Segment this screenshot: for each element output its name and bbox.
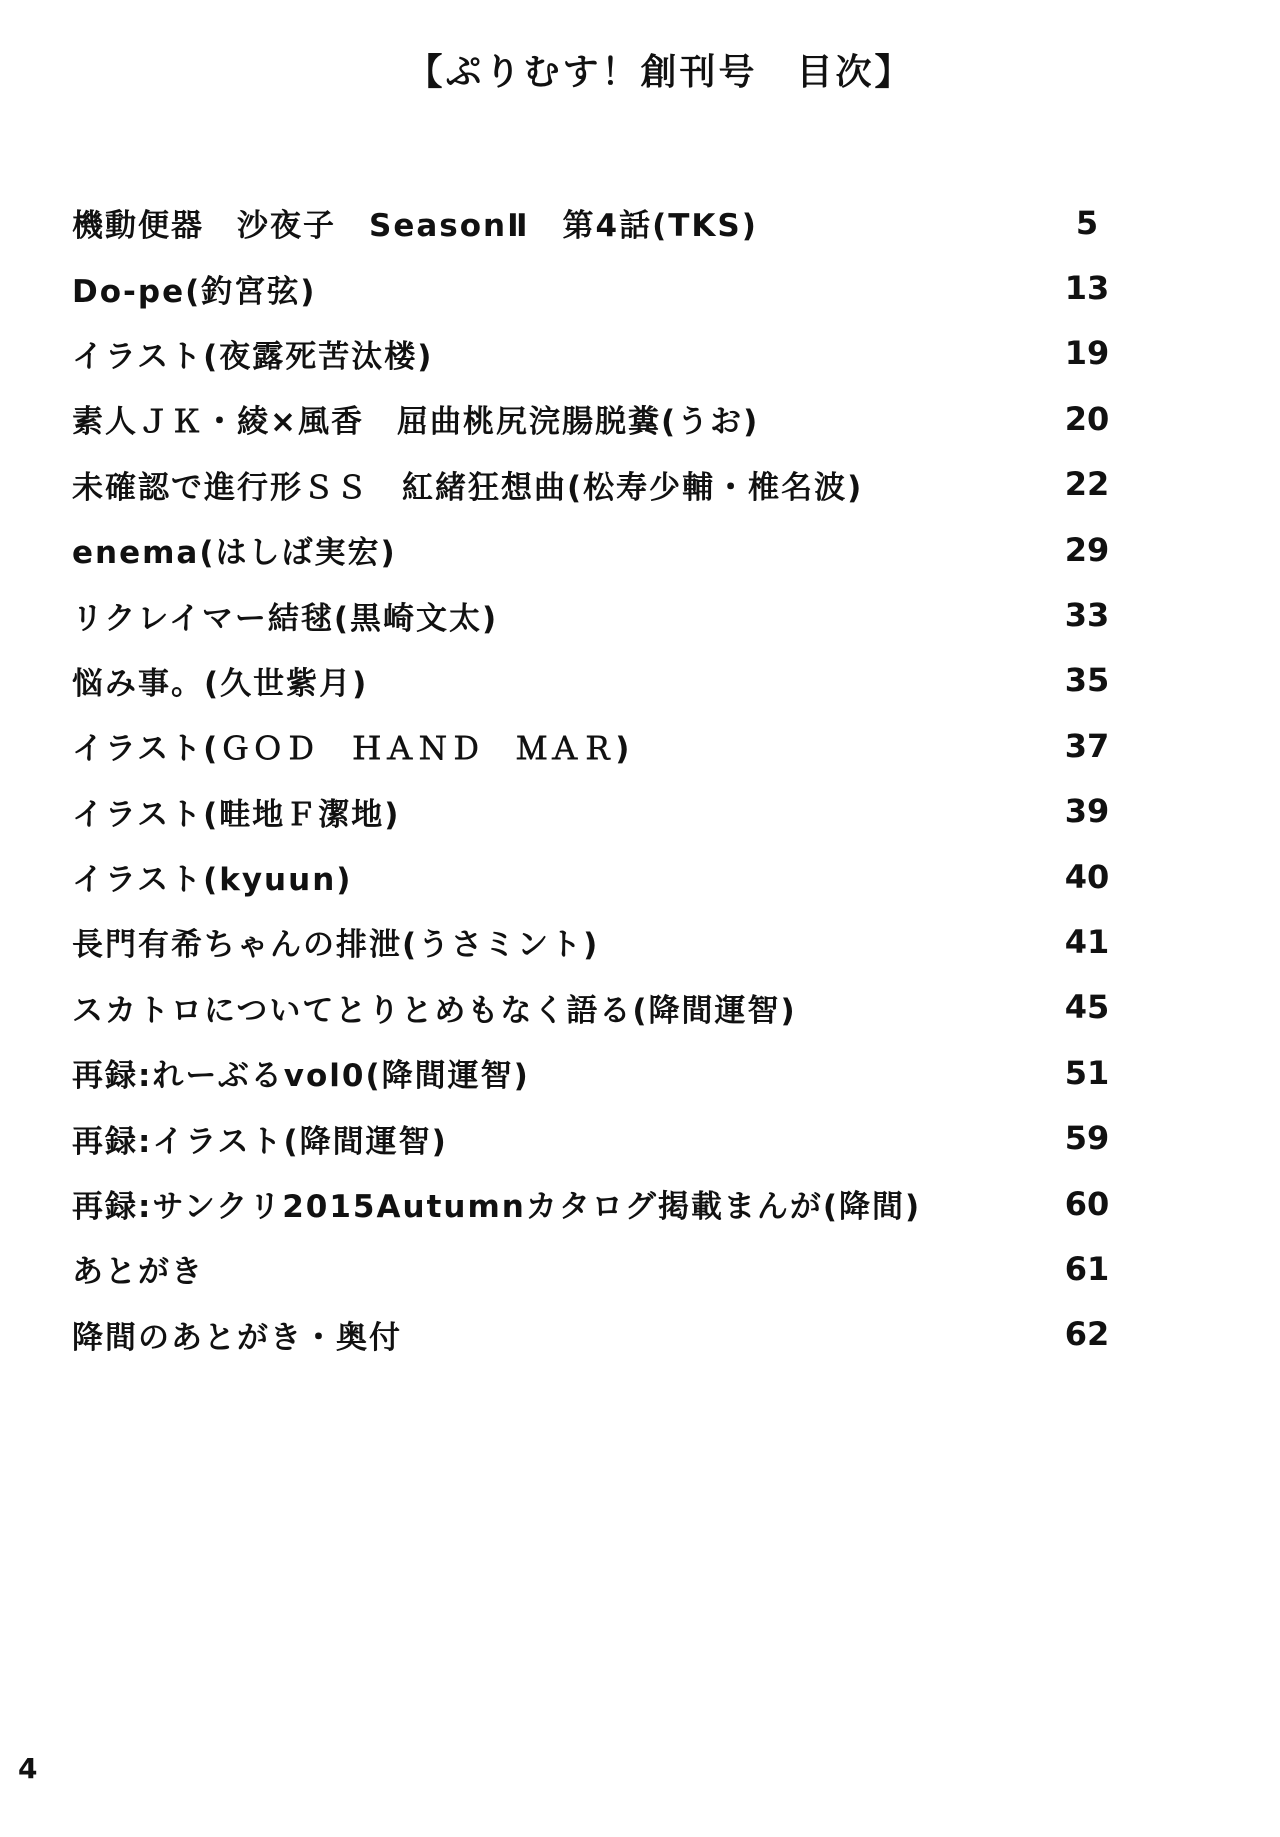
toc-entry-label: あとがき: [72, 1254, 204, 1291]
toc-entry-page: 45: [1064, 988, 1110, 1027]
toc-title: 【ぷりむす！創刊号 目次】: [406, 52, 914, 93]
toc-entry-page: 35: [1064, 661, 1110, 700]
toc-entry: [72, 1236, 1122, 1301]
toc-entry-page: 40: [1064, 857, 1110, 896]
toc-entry-label: 再録:イラスト(降間運智): [72, 1123, 448, 1160]
toc-entry-label: 降間のあとがき・奥付: [72, 1319, 402, 1356]
toc-entry-label: 長門有希ちゃんの排泄(うさミント): [72, 927, 600, 964]
toc-entry: [72, 321, 1122, 386]
toc-entry-label: Do-pe(釣宮弦): [72, 273, 317, 310]
toc-entry-label: イラスト(夜露死苦汰楼): [72, 338, 434, 375]
toc-entry: [72, 1302, 1122, 1367]
toc-entry: [72, 190, 1122, 255]
toc-entry-label: 悩み事。(久世紫月): [72, 665, 369, 702]
toc-entry: [72, 582, 1122, 647]
toc-entry-label: 再録:サンクリ2015Autumnカタログ掲載まんが(降間): [72, 1189, 922, 1226]
toc-entry: [72, 909, 1122, 974]
toc-entry-label: イラスト(kyuun): [72, 862, 353, 899]
toc-entry-page: 41: [1064, 922, 1110, 961]
toc-entry: [72, 648, 1122, 713]
toc-entry: [72, 1105, 1122, 1170]
toc-entry: [72, 452, 1122, 517]
toc-entry-page: 13: [1064, 269, 1110, 308]
toc-entry: [72, 386, 1122, 451]
toc-entry-page: 37: [1064, 726, 1110, 765]
toc-entry: [72, 779, 1122, 844]
toc-entry-page: 20: [1064, 399, 1110, 438]
toc-entry: [72, 255, 1122, 320]
toc-entry: [72, 844, 1122, 909]
toc-entry-label: イラスト(畦地Ｆ潔地): [72, 796, 401, 833]
toc-entry-page: 61: [1064, 1249, 1110, 1288]
toc-entry: [72, 713, 1122, 778]
toc-entry-label: enema(はしば実宏): [72, 535, 397, 572]
toc-entry-label: リクレイマー結毬(黒崎文太): [72, 600, 499, 637]
table-of-contents: [72, 190, 1122, 1367]
toc-entry-page: 60: [1064, 1184, 1110, 1223]
toc-entry-page: 19: [1064, 334, 1110, 373]
page-number: 4: [18, 1752, 38, 1785]
toc-entry-page: 33: [1064, 596, 1110, 635]
toc-entry: [72, 1040, 1122, 1105]
toc-entry-page: 62: [1064, 1315, 1110, 1354]
toc-entry: [72, 517, 1122, 582]
toc-entry: [72, 1171, 1122, 1236]
toc-entry-label: 素人ＪＫ・綾×風香 屈曲桃尻浣腸脱糞(うお): [72, 404, 760, 441]
toc-entry-page: 22: [1064, 465, 1110, 504]
toc-entry-label: 再録:れーぶるvol0(降間運智): [72, 1058, 530, 1095]
toc-entry-page: 51: [1064, 1053, 1110, 1092]
toc-entry: [72, 975, 1122, 1040]
toc-entry-page: 39: [1064, 792, 1110, 831]
toc-entry-page: 5: [1075, 203, 1099, 242]
toc-entry-label: イラスト(ＧＯＤ ＨＡＮＤ ＭＡＲ): [72, 731, 632, 768]
toc-entry-label: 未確認で進行形ＳＳ 紅緒狂想曲(松寿少輔・椎名波): [72, 469, 864, 506]
toc-entry-label: スカトロについてとりとめもなく語る(降間運智): [72, 992, 797, 1029]
toc-entry-page: 29: [1064, 530, 1110, 569]
toc-entry-label: 機動便器 沙夜子 SeasonⅡ 第4話(TKS): [72, 208, 758, 245]
toc-entry-page: 59: [1064, 1119, 1110, 1158]
